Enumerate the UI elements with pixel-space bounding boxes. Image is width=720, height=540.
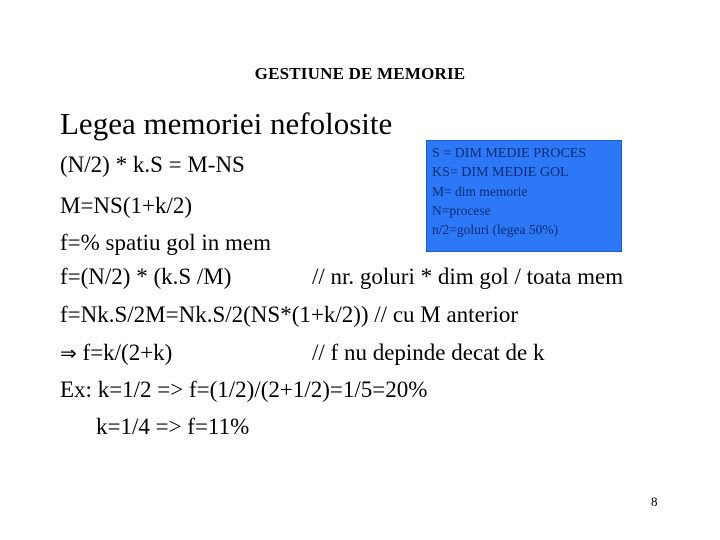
note-line-5: n/2=goluri (legea 50%) — [432, 222, 559, 237]
page-number: 8 — [651, 494, 658, 509]
example-line-2: k=1/4 => f=11% — [96, 414, 250, 439]
formula-line-3: f=% spatiu gol in mem — [60, 230, 271, 255]
example-line-1: Ex: k=1/2 => f=(1/2)/(2+1/2)=1/5=20% — [60, 377, 428, 402]
note-line-1: S = DIM MEDIE PROCES — [432, 146, 587, 161]
note-line-3: M= dim memorie — [432, 184, 528, 199]
section-heading: Legea memoriei nefolosite — [60, 106, 393, 141]
note-line-2: KS= DIM MEDIE GOL — [432, 165, 569, 180]
implies-arrow-icon: ⇒ — [60, 341, 77, 365]
definitions-note-box — [426, 140, 622, 252]
formula-comment-6: // f nu depinde decat de k — [312, 340, 545, 365]
formula-6-text: f=k/(2+k) — [82, 340, 173, 365]
note-line-4: N=procese — [432, 203, 491, 218]
formula-line-5: f=Nk.S/2M=Nk.S/2(NS*(1+k/2)) // cu M anterior — [60, 302, 518, 327]
formula-line-4: f=(N/2) * (k.S /M) — [60, 264, 232, 289]
formula-line-1: (N/2) * k.S = M-NS — [60, 152, 245, 177]
formula-comment-4: // nr. goluri * dim gol / toata mem — [312, 264, 624, 289]
slide-title: GESTIUNE DE MEMORIE — [254, 64, 466, 83]
formula-line-6 — [60, 340, 172, 366]
formula-line-2: M=NS(1+k/2) — [60, 193, 193, 218]
